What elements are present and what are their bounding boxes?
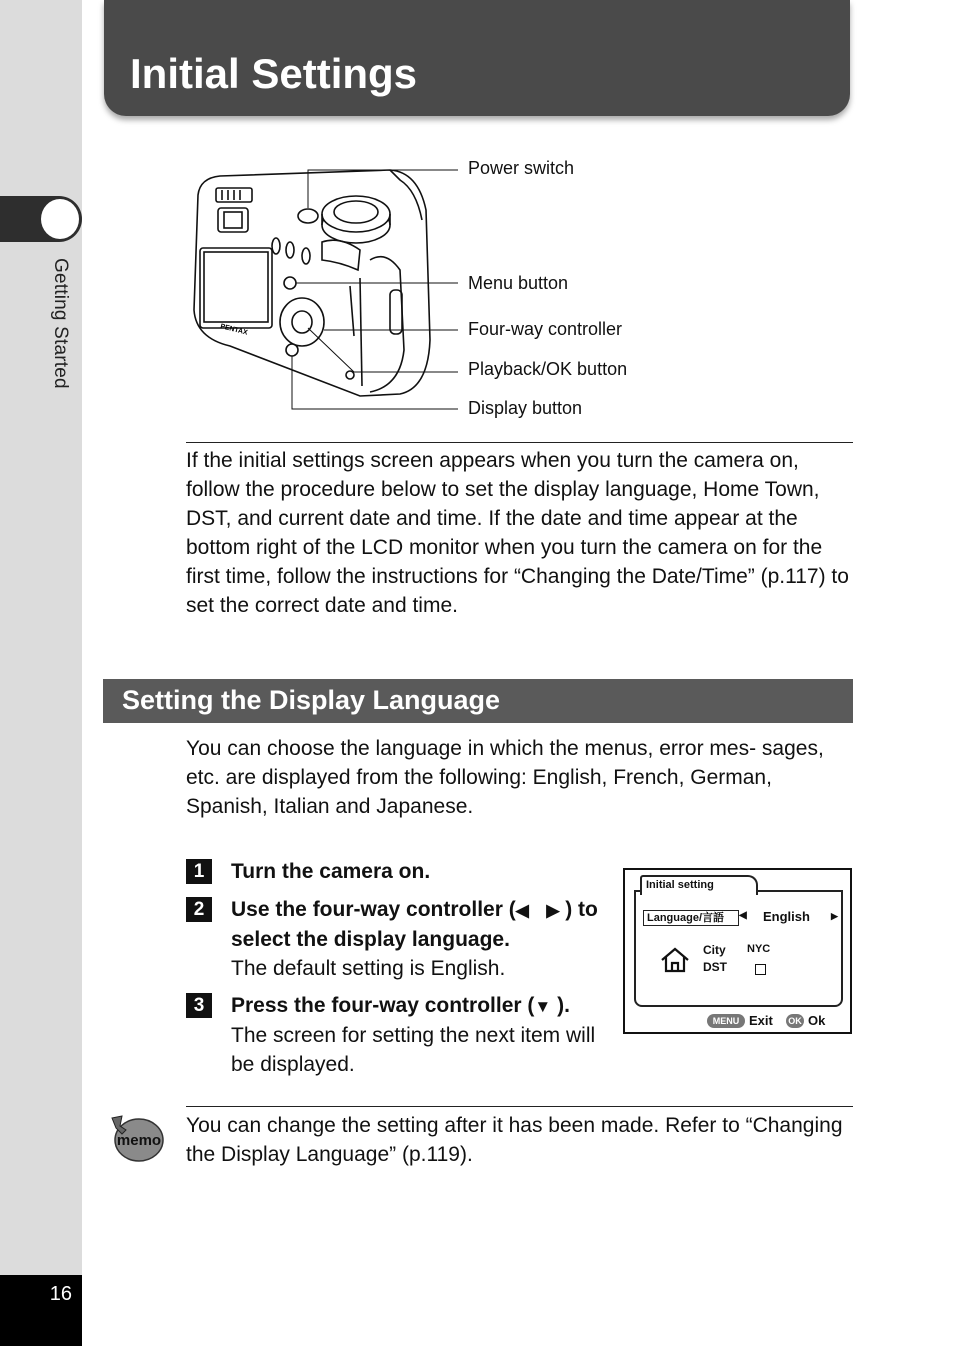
step-1 <box>186 859 616 889</box>
right-arrow-icon: ▶ <box>546 901 560 920</box>
memo-icon <box>108 1114 166 1164</box>
lcd-city-label: City <box>703 943 726 957</box>
right-arrow-icon: ▶ <box>831 911 838 921</box>
section-heading-bar <box>103 679 853 723</box>
step-note: The default setting is English. <box>231 957 506 980</box>
intro-paragraph: If the initial settings screen appears when you turn the camera on, follow the procedure below to set the display language, Home Town, DST, and current date and time. If the date and time appear at the bottom right of the LCD monitor when you turn the camera on for the first time, follow the instructions for “Changing the Date/Time” (p.117) to set the correct date and time. <box>186 449 849 617</box>
home-icon <box>659 946 691 974</box>
step-instruction-part: Use the four-way controller ( <box>231 898 516 921</box>
callout-menu-button: Menu button <box>468 273 569 293</box>
step-note: The screen for setting the next item will be displayed. <box>231 1024 596 1076</box>
chapter-marker-dot <box>41 199 79 239</box>
step-instruction: Turn the camera on. <box>231 860 431 883</box>
memo-icon-label: memo <box>116 1132 162 1149</box>
step-3 <box>186 993 616 1083</box>
lcd-dst-label: DST <box>703 960 727 974</box>
page-title: Initial Settings <box>130 50 418 97</box>
step-instruction-part: Press the four-way controller ( <box>231 994 535 1017</box>
step-instruction-part: ). <box>557 994 570 1017</box>
step-instruction <box>231 898 598 951</box>
section-heading: Setting the Display Language <box>122 685 501 715</box>
step-2 <box>186 897 616 987</box>
lcd-language-label: Language/言語 <box>643 910 739 926</box>
callout-four-way-controller: Four-way controller <box>468 319 623 339</box>
step-instruction-part: ) to select the display language. <box>231 898 598 951</box>
step-number: 3 <box>186 993 212 1018</box>
lcd-city-value: NYC <box>747 943 771 955</box>
step-number: 2 <box>186 897 212 922</box>
ok-key-icon: OK <box>786 1014 804 1028</box>
step-instruction <box>231 994 570 1017</box>
callout-power-switch: Power switch <box>468 158 575 178</box>
lcd-language-value: English <box>763 909 810 924</box>
lcd-screen <box>623 868 852 1034</box>
divider <box>186 442 853 443</box>
left-arrow-icon: ◀ <box>515 901 529 920</box>
brand-logo: PENTAX <box>219 323 249 337</box>
lcd-tab: Initial setting <box>640 875 758 895</box>
down-arrow-icon: ▼ <box>534 997 552 1016</box>
lcd-exit-label: Exit <box>749 1013 773 1028</box>
lcd-ok-label: Ok <box>808 1013 826 1028</box>
divider <box>186 1106 853 1107</box>
side-margin <box>0 0 82 1275</box>
chapter-label: Getting Started <box>50 258 71 389</box>
lcd-dst-checkbox <box>755 964 766 975</box>
callout-playback-ok-button: Playback/OK button <box>468 359 628 379</box>
title-banner <box>104 0 850 116</box>
left-arrow-icon: ◀ <box>739 910 747 921</box>
memo-text: You can change the setting after it has been made. Refer to “Changing the Display Language” (p.119). <box>186 1114 843 1166</box>
menu-key-icon: MENU <box>707 1014 745 1028</box>
callout-display-button: Display button <box>468 398 583 418</box>
section-paragraph: You can choose the language in which the menus, error mes- sages, etc. are displayed from the following: English, French, German, Spanish, Italian and Japanese. <box>186 737 824 818</box>
step-number: 1 <box>186 859 212 884</box>
page-number: 16 <box>49 1283 72 1305</box>
